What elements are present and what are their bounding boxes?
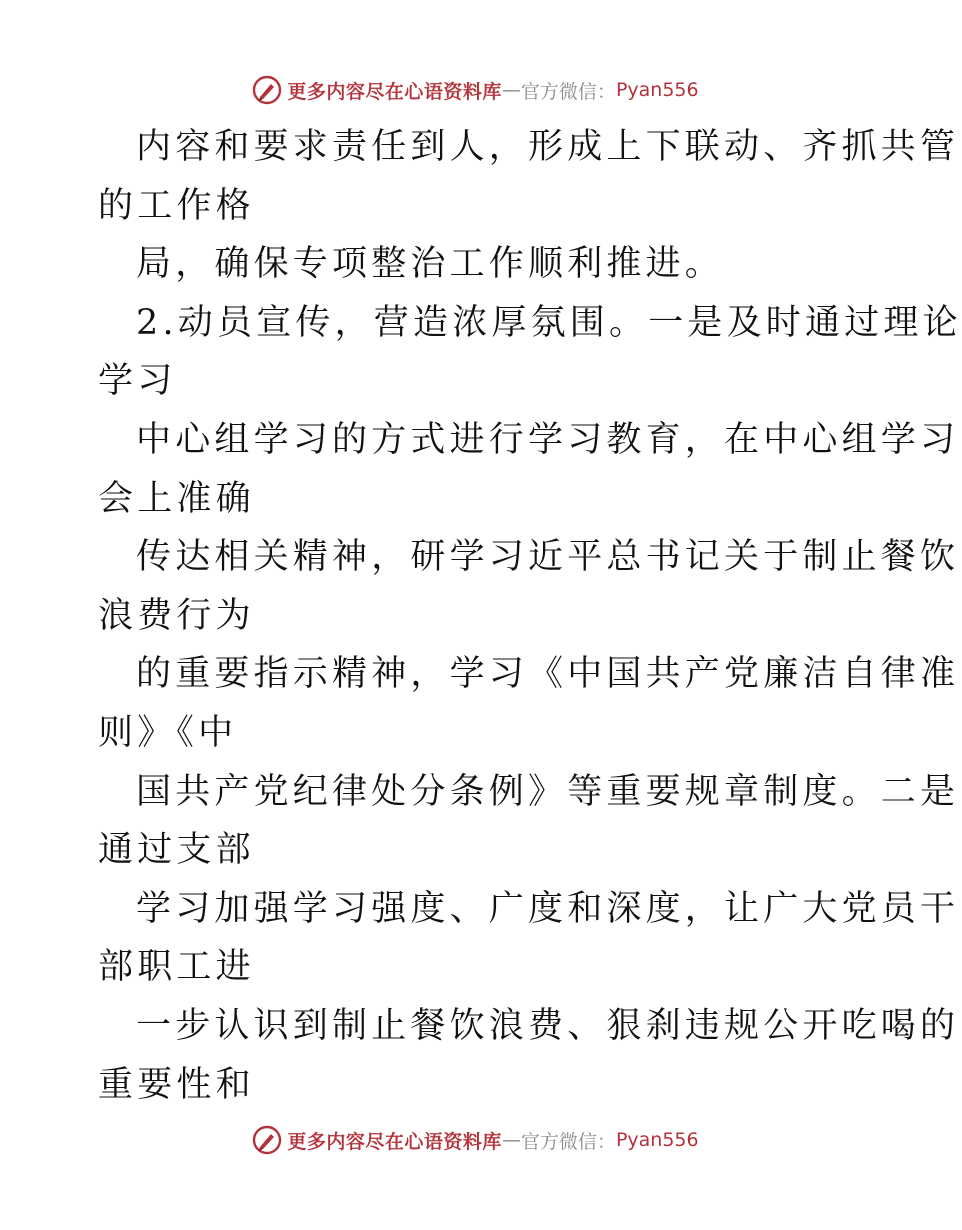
banner-main-text: 更多内容尽在心语资料库 <box>287 80 502 103</box>
body-line: 一步认识到制止餐饮浪费、狠刹违规公开吃喝的 <box>136 1005 960 1046</box>
banner-wechat-id: Pyan556 <box>615 79 699 101</box>
body-line: 学习加强学习强度、广度和深度，让广大党员干 <box>136 888 960 929</box>
banner-sub-label: 官方微信： <box>520 80 616 103</box>
header-banner <box>0 70 950 110</box>
body-line: 浪费行为 <box>98 595 255 636</box>
banner-main-text: 更多内容尽在心语资料库 <box>287 1130 502 1153</box>
banner-wechat-id: Pyan556 <box>615 1129 699 1151</box>
banner-dash: — <box>501 79 521 101</box>
banner-sub-label: 官方微信： <box>520 1130 616 1153</box>
body-line: 部职工进 <box>98 947 255 988</box>
body-line: 中心组学习的方式进行学习教育，在中心组学习 <box>136 419 960 460</box>
body-line: 传达相关精神，研学习近平总书记关于制止餐饮 <box>136 537 960 578</box>
banner-dash: — <box>501 1129 521 1151</box>
body-line: 学习 <box>98 361 177 402</box>
body-line: 重要性和 <box>98 1064 255 1105</box>
footer-banner <box>0 1120 950 1160</box>
body-line: 会上准确 <box>98 478 255 519</box>
body-line: 的重要指示精神，学习《中国共产党廉洁自律准 <box>136 654 960 695</box>
body-line: 国共产党纪律处分条例》等重要规章制度。二是 <box>136 771 960 812</box>
document-body <box>98 118 962 1114</box>
body-line: 的工作格 <box>98 185 255 226</box>
body-line: 局，确保专项整治工作顺利推进。 <box>136 244 725 285</box>
body-line: 通过支部 <box>98 830 255 871</box>
pen-logo-icon <box>251 74 283 106</box>
body-line: 2.动员宣传，营造浓厚氛围。一是及时通过理论 <box>136 302 962 343</box>
body-line: 内容和要求责任到人，形成上下联动、齐抓共管 <box>136 127 960 167</box>
pen-logo-icon <box>251 1124 283 1156</box>
body-line: 则》《中 <box>98 712 238 753</box>
